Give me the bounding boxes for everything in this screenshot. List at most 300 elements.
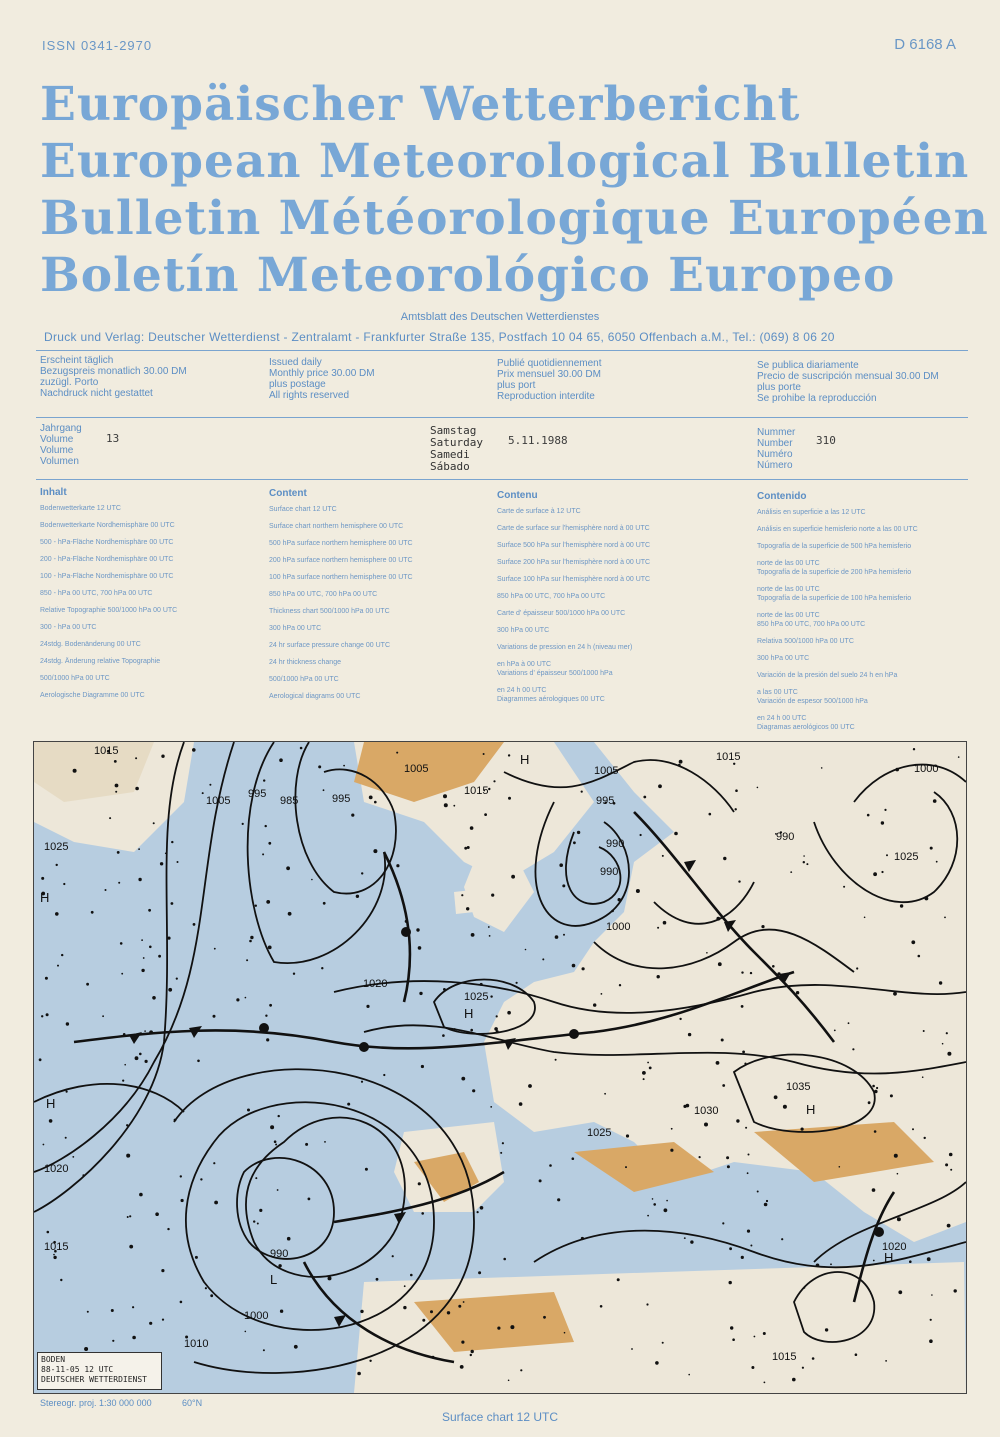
station-dot [868,1101,871,1104]
isobar-label: 985 [280,795,299,807]
station-dot [369,1360,371,1362]
station-dot [655,1361,659,1365]
station-dot [454,1028,456,1030]
station-dot [197,1060,200,1063]
station-dot [718,962,722,966]
day-labels [430,425,483,473]
station-dot [893,992,897,996]
station-dot [118,882,120,884]
station-dot [927,1257,931,1261]
station-dot [366,1005,369,1008]
station-dot [274,1140,277,1143]
station-dot [803,1287,805,1289]
contents-item: en hPa à 00 UTC [497,661,552,668]
station-dot [245,997,247,999]
station-dot [716,1061,720,1065]
subscription-line: Se publica diariamente [757,360,859,371]
contents-item: 500/1000 hPa 00 UTC [40,675,110,682]
station-dot [209,784,211,786]
isobar-label: 1025 [894,851,919,863]
station-dot [936,861,938,863]
station-dot [783,1105,787,1109]
issue-date: 5.11.1988 [508,434,568,447]
station-dot [361,872,363,874]
station-dot [102,1015,104,1017]
pressure-center: L [270,1272,278,1287]
station-dot [308,1198,311,1201]
contents-item: 500 hPa surface northern hemisphere 00 UTC [269,540,413,547]
station-dot [410,1274,413,1277]
contents-item: en 24 h 00 UTC [757,715,807,722]
station-dot [508,754,510,756]
station-dot [626,1134,629,1137]
contents-item: norte de las 00 UTC [757,586,820,593]
divider [36,350,968,351]
subscription-line: Precio de suscripción mensual 30.00 DM [757,371,939,382]
contents-item: 24stdg. Änderung relative Topographie [40,658,161,665]
station-dot [263,1030,266,1033]
station-dot [442,1034,445,1037]
subscription-english [269,357,375,401]
station-dot [286,866,290,870]
station-dot [511,875,515,879]
station-dot [913,748,915,750]
station-dot [126,1124,128,1126]
isobar-label: 1000 [606,921,631,933]
contents-item: a las 00 UTC [757,689,798,696]
station-dot [873,872,877,876]
station-dot [213,1015,216,1018]
station-dot [66,1091,68,1093]
station-dot [471,1350,474,1353]
station-dot [419,992,422,995]
station-dot [210,1294,213,1297]
station-dot [460,1365,464,1369]
contents-item: Variations d' épaisseur 500/1000 hPa [497,670,613,677]
station-dot [63,883,65,885]
station-dot [56,864,58,866]
day-label: Sábado [430,460,470,473]
station-dot [65,1137,67,1139]
station-dot [663,921,667,925]
station-dot [781,1238,783,1240]
station-dot [53,1254,55,1256]
station-dot [766,1200,768,1202]
station-dot [453,805,455,807]
station-dot [86,983,89,986]
station-dot [418,946,422,950]
contents-item: Aerologische Diagramme 00 UTC [40,692,145,699]
isobar-label: 1005 [206,795,231,807]
station-dot [135,787,139,791]
station-dot [923,1030,925,1032]
station-dot [716,917,720,921]
station-dot [581,1237,584,1240]
station-dot [214,1201,218,1205]
station-dot [149,946,152,949]
latitude-note: 60°N [182,1398,203,1408]
divider [36,417,968,418]
station-dot [912,1128,914,1130]
station-dot [214,948,216,950]
station-dot [812,1357,815,1360]
station-dot [177,861,179,863]
pressure-center: H [806,1102,816,1117]
station-dot [744,1063,746,1065]
station-dot [611,910,614,913]
station-dot [549,1164,552,1167]
station-dot [472,1089,475,1092]
station-dot [328,1276,332,1280]
station-dot [741,971,743,973]
contents-item: Variación de la presión del suelo 24 h en hPa [757,672,898,679]
station-dot [557,1198,560,1201]
subscription-german [40,355,187,399]
station-dot [171,841,173,843]
station-dot [562,884,565,887]
station-dot [657,975,660,978]
contents-item: 300 - hPa 00 UTC [40,624,97,631]
surface-chart [33,741,967,1394]
station-dot [503,1258,506,1261]
station-dot [876,1087,878,1089]
station-dot [930,1319,932,1321]
station-dot [886,854,888,856]
station-dot [193,923,196,926]
station-dot [432,1356,435,1359]
station-dot [365,1168,368,1171]
contents-item: 24 hr thickness change [269,659,341,666]
land-ireland [454,890,474,914]
station-dot [471,933,475,937]
isobar-label: 1030 [694,1105,719,1117]
station-dot [830,1263,832,1265]
station-dot [55,912,59,916]
station-dot [816,1264,820,1268]
contents-item: Surface chart 12 UTC [269,506,337,513]
station-dot [129,1215,131,1217]
station-dot [674,832,678,836]
station-dot [721,1039,724,1042]
contents-title: Contenu [497,490,538,501]
contents-title: Contenido [757,491,807,502]
station-dot [478,1271,481,1274]
day-label: Saturday [430,436,483,449]
title-english: European Meteorological Bulletin [40,134,970,189]
station-dot [735,808,737,810]
station-dot [392,1255,394,1257]
station-dot [470,1354,472,1356]
station-dot [279,758,283,762]
station-dot [911,940,915,944]
station-dot [161,755,164,758]
contents-item: 850 hPa 00 UTC, 700 hPa 00 UTC [497,593,606,600]
station-dot [729,1281,732,1284]
station-dot [802,1367,804,1369]
station-dot [470,826,474,830]
subscription-line: Reproduction interdite [497,391,595,402]
number-labels [757,427,795,471]
station-dot [600,1305,603,1308]
isobar-label: 1015 [464,785,489,797]
station-dot [483,753,485,755]
station-dot [124,1064,126,1066]
contents-item: Diagrammes aérologiques 00 UTC [497,696,605,703]
station-dot [246,959,248,961]
pressure-center: H [884,1250,894,1265]
station-dot [885,1360,887,1362]
station-dot [949,1153,953,1157]
station-dot [872,1188,876,1192]
station-dot [751,1366,754,1369]
station-dot [918,955,921,958]
station-dot [742,1051,745,1054]
station-dot [946,1032,948,1034]
station-dot [947,1224,951,1228]
station-dot [803,855,805,857]
contents-item: Análisis en superficie a las 12 UTC [757,509,866,516]
station-dot [351,814,354,817]
contents-item: 24stdg. Bodenänderung 00 UTC [40,641,141,648]
station-dot [488,926,490,928]
subscription-line: Erscheint täglich [40,355,114,366]
station-dot [704,1123,708,1127]
station-dot [619,984,621,986]
number-label: Nummer [757,427,796,438]
station-dot [149,1030,153,1034]
station-dot [109,817,111,819]
station-dot [690,1240,693,1243]
station-dot [466,907,469,910]
station-dot [72,1156,74,1158]
station-dot [287,1237,291,1241]
station-dot [180,1301,183,1304]
contents-spanish [757,491,972,741]
station-dot [516,982,518,984]
station-dot [699,1156,701,1158]
station-dot [930,847,933,850]
station-dot [884,809,886,811]
station-dot [493,780,495,782]
station-dot [931,1294,933,1296]
station-dot [646,1303,648,1305]
isobar-label: 1010 [184,1338,209,1350]
subscription-line: Publié quotidiennement [497,358,602,369]
station-dot [467,846,470,849]
station-dot [132,1336,136,1340]
station-dot [507,1011,511,1015]
contents-item: Topografía de la superficie de 500 hPa hemisferio [757,543,912,550]
station-dot [942,1043,944,1045]
station-dot [111,1309,114,1312]
station-dot [480,1206,484,1210]
station-dot [461,894,463,896]
subscription-line: Prix mensuel 30.00 DM [497,369,601,380]
station-dot [132,1306,134,1308]
isobar-label: 1020 [363,978,388,990]
station-dot [396,752,398,754]
station-dot [158,955,161,958]
station-dot [430,1310,433,1313]
station-dot [422,1319,425,1322]
station-dot [897,1217,901,1221]
station-dot [242,823,244,825]
station-dot [497,1327,500,1330]
title-german: Europäischer Wetterbericht [40,77,801,132]
issue-number: 310 [816,434,836,447]
station-dot [361,1081,363,1083]
station-dot [288,912,292,916]
station-dot [643,796,646,799]
station-dot [46,1013,49,1016]
station-dot [729,1247,732,1250]
station-dot [664,1208,668,1212]
station-dot [792,1378,796,1382]
contents-item: Topografía de la superficie de 100 hPa hemisferio [757,595,912,602]
station-dot [247,1109,250,1112]
station-dot [601,993,603,995]
station-dot [821,767,823,769]
station-dot [944,917,946,919]
station-dot [898,1290,902,1294]
station-dot [421,1065,424,1068]
station-dot [666,1200,668,1202]
contents-item: Variations de pression en 24 h (niveau mer) [497,644,633,651]
station-dot [263,779,265,781]
station-dot [141,969,144,972]
isobar-label: 1020 [882,1241,907,1253]
weather-map [34,742,966,1393]
isobar-label: 1015 [772,1351,797,1363]
station-dot [761,925,764,928]
station-dot [149,1322,152,1325]
station-dot [709,813,712,816]
station-dot [796,991,799,994]
station-dot [897,1173,899,1175]
station-dot [803,861,805,863]
station-dot [126,1154,130,1158]
station-dot [657,927,659,929]
station-dot [269,1004,272,1007]
volume-label: Volumen [40,456,79,467]
station-dot [738,880,740,882]
station-dot [84,1347,88,1351]
station-dot [266,900,270,904]
isobar-label: 1005 [404,763,429,775]
station-dot [933,799,937,803]
station-dot [736,1119,739,1122]
station-dot [236,998,239,1001]
subscription-line: plus postage [269,379,326,390]
station-dot [155,1212,159,1216]
contents-item: Relative Topographie 500/1000 hPa 00 UTC [40,607,178,614]
station-dot [688,1374,690,1376]
station-dot [671,1128,673,1130]
station-dot [181,1199,184,1202]
subscription-line: Issued daily [269,357,322,368]
station-dot [265,825,267,827]
subscription-line: Se prohibe la reproducción [757,393,877,404]
station-dot [87,1311,89,1313]
station-dot [117,851,120,854]
contents-item: norte de las 00 UTC [757,612,820,619]
station-dot [480,983,483,986]
isobar-label: 995 [332,793,351,805]
station-dot [777,972,780,975]
station-dot [647,1215,649,1217]
station-dot [463,1301,465,1303]
station-dot [461,1341,464,1344]
station-dot [563,934,565,936]
station-dot [764,1382,766,1384]
station-dot [684,1237,686,1239]
station-dot [747,1230,750,1233]
station-dot [643,1078,645,1080]
station-dot [444,803,448,807]
isobar-label: 990 [600,866,619,878]
warm-front-semicircle [569,1029,579,1039]
station-dot [53,1256,56,1259]
station-dot [894,1154,898,1158]
station-dot [174,1119,177,1122]
subscription-line: All rights reserved [269,390,350,401]
subscription-line: plus porte [757,382,801,393]
station-dot [706,952,708,954]
station-dot [200,1178,202,1180]
station-dot [49,1119,53,1123]
station-dot [945,1163,948,1166]
station-dot [461,1077,465,1081]
chart-caption: Surface chart 12 UTC [441,1410,559,1424]
subscription-line: plus port [497,380,536,391]
station-dot [741,1256,744,1259]
station-dot [57,965,59,967]
station-dot [856,967,858,969]
station-dot [160,862,163,865]
number-label: Número [757,460,793,471]
station-dot [500,1152,502,1154]
station-dot [139,1053,142,1056]
station-dot [405,920,408,923]
station-dot [496,1030,499,1033]
station-dot [924,1137,926,1139]
contents-item: 850 - hPa 00 UTC, 700 hPa 00 UTC [40,590,153,597]
station-dot [519,1102,523,1106]
station-dot [508,797,511,800]
station-dot [152,996,156,1000]
station-dot [443,794,447,798]
station-dot [141,939,143,941]
station-dot [305,1143,308,1146]
station-dot [167,937,170,940]
station-dot [143,957,145,959]
station-dot [735,789,738,792]
contents-item: 200 hPa surface northern hemisphere 00 UTC [269,557,413,564]
number-label: Numéro [757,449,793,460]
station-dot [135,1056,139,1060]
station-dot [129,1245,133,1249]
station-dot [484,813,487,816]
station-dot [679,760,683,764]
station-dot [658,784,662,788]
station-dot [192,748,196,752]
station-dot [253,1220,255,1222]
contents-title: Content [269,488,307,499]
station-dot [122,1080,124,1082]
station-dot [277,1189,279,1191]
contents-english [269,488,489,710]
contents-item: Surface 200 hPa sur l'hemisphère nord à 00 UTC [497,559,651,566]
